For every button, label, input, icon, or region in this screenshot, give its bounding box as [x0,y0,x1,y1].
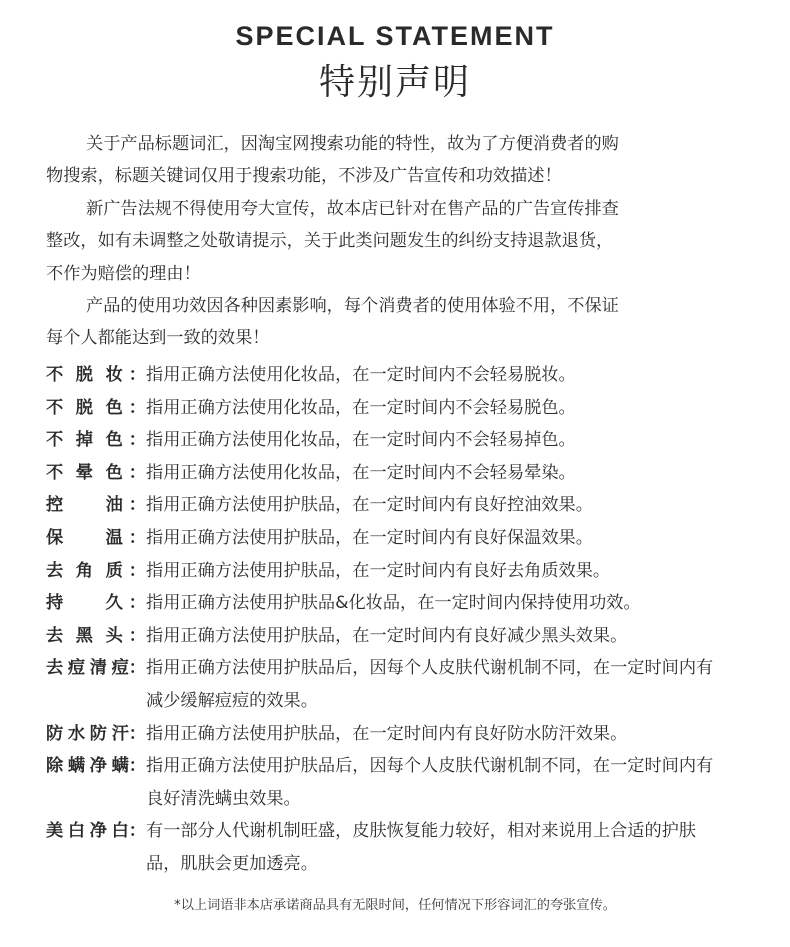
definition-desc: 指用正确方法使用化妆品，在一定时间内不会轻易晕染。 [146,462,576,483]
term-colon: ： [128,495,146,516]
paragraph-line: 关于产品标题词汇，因淘宝网搜索功能的特性，故为了方便消费者的购 [86,134,619,154]
definition-desc: 指用正确方法使用护肤品后，因每个人皮肤代谢机制不同，在一定时间内有减少缓解痘痘的效果。 [146,658,714,711]
definition-term [46,392,146,425]
definition-term [46,424,146,457]
term-colon: ： [128,462,146,483]
definition-row [46,718,766,751]
term-colon: ： [128,593,146,614]
definition-row [46,424,766,457]
definition-term [46,457,146,490]
intro-section [46,128,746,355]
definition-term [46,815,146,848]
definition-term [46,359,146,392]
definition-term [46,718,146,751]
term-text: 控 油 [46,495,123,516]
term-text: 不 掉 色 [46,430,123,451]
definition-desc: 有一部分人代谢机制旺盛，皮肤恢复能力较好，相对来说用上合适的护肤品，肌肤会更加透亮。 [146,821,697,874]
paragraph-line: 不作为赔偿的理由！ [46,263,201,284]
definition-row [46,457,766,490]
term-colon: ： [128,397,146,418]
term-text: 去 痘 清 痘 [46,658,129,679]
term-colon: ： [128,821,146,842]
definition-term [46,555,146,588]
term-colon: ： [128,756,146,777]
paragraph-line: 产品的使用功效因各种因素影响，每个消费者的使用体验不用，不保证 [86,296,619,317]
intro-paragraph [46,193,746,290]
term-colon: ： [128,527,146,548]
term-colon: ： [128,723,146,744]
term-colon: ： [128,560,146,581]
term-text: 持 久 [46,593,123,614]
page-title-en: SPECIAL STATEMENT [235,21,555,51]
term-text: 除 螨 净 螨 [46,756,129,777]
definition-term [46,750,146,783]
definition-term [46,522,146,555]
definition-desc: 指用正确方法使用护肤品后，因每个人皮肤代谢机制不同，在一定时间内有良好清洗螨虫效果。 [146,756,714,809]
footnote: *以上词语非本店承诺商品具有无限时间，任何情况下形容词汇的夸张宣传。 [174,898,616,913]
definitions-list [46,359,766,881]
definition-desc: 指用正确方法使用护肤品，在一定时间内有良好减少黑头效果。 [146,625,628,646]
definition-term [46,652,146,685]
definition-row [46,392,766,425]
term-text: 保 温 [46,527,123,548]
term-colon: ： [128,365,146,385]
definition-desc: 指用正确方法使用护肤品，在一定时间内有良好防水防汗效果。 [146,723,628,744]
definition-row [46,555,766,588]
definition-desc: 指用正确方法使用护肤品&化妆品，在一定时间内保持使用功效。 [146,593,641,614]
definition-desc: 指用正确方法使用化妆品，在一定时间内不会轻易脱妆。 [146,365,576,385]
intro-paragraph [46,128,746,193]
page-title-cn: 特别声明 [318,62,471,103]
definition-desc: 指用正确方法使用护肤品，在一定时间内有良好保温效果。 [146,527,593,548]
definition-desc: 指用正确方法使用护肤品，在一定时间内有良好去角质效果。 [146,560,611,581]
definition-row [46,750,766,815]
term-colon: ： [128,625,146,646]
term-text: 不 脱 妆 [46,365,123,385]
term-text: 美 白 净 白 [46,821,129,842]
definition-row [46,489,766,522]
paragraph-line: 物搜索，标题关键词仅用于搜索功能，不涉及广告宣传和功效描述！ [46,166,562,187]
paragraph-line: 整改，如有未调整之处敬请提示，关于此类问题发生的纠纷支持退款退货， [46,231,614,252]
definition-row [46,815,766,880]
definition-row [46,522,766,555]
definition-desc: 指用正确方法使用化妆品，在一定时间内不会轻易掉色。 [146,430,576,451]
definition-row [46,652,766,717]
definition-term [46,489,146,522]
term-text: 不 晕 色 [46,462,123,483]
definition-row [46,620,766,653]
term-colon: ： [128,430,146,451]
term-colon: ： [128,658,146,679]
definition-term [46,587,146,620]
term-text: 去 角 质 [46,560,123,581]
paragraph-line: 每个人都能达到一致的效果！ [46,328,270,349]
definition-term [46,620,146,653]
definition-desc: 指用正确方法使用护肤品，在一定时间内有良好控油效果。 [146,495,593,516]
paragraph-line: 新广告法规不得使用夸大宣传，故本店已针对在售产品的广告宣传排查 [86,198,619,219]
term-text: 去 黑 头 [46,625,123,646]
term-text: 防 水 防 汗 [46,723,129,744]
definition-row [46,359,766,392]
definition-row [46,587,766,620]
definition-desc: 指用正确方法使用化妆品，在一定时间内不会轻易脱色。 [146,397,576,418]
intro-paragraph [46,290,746,355]
term-text: 不 脱 色 [46,397,123,418]
